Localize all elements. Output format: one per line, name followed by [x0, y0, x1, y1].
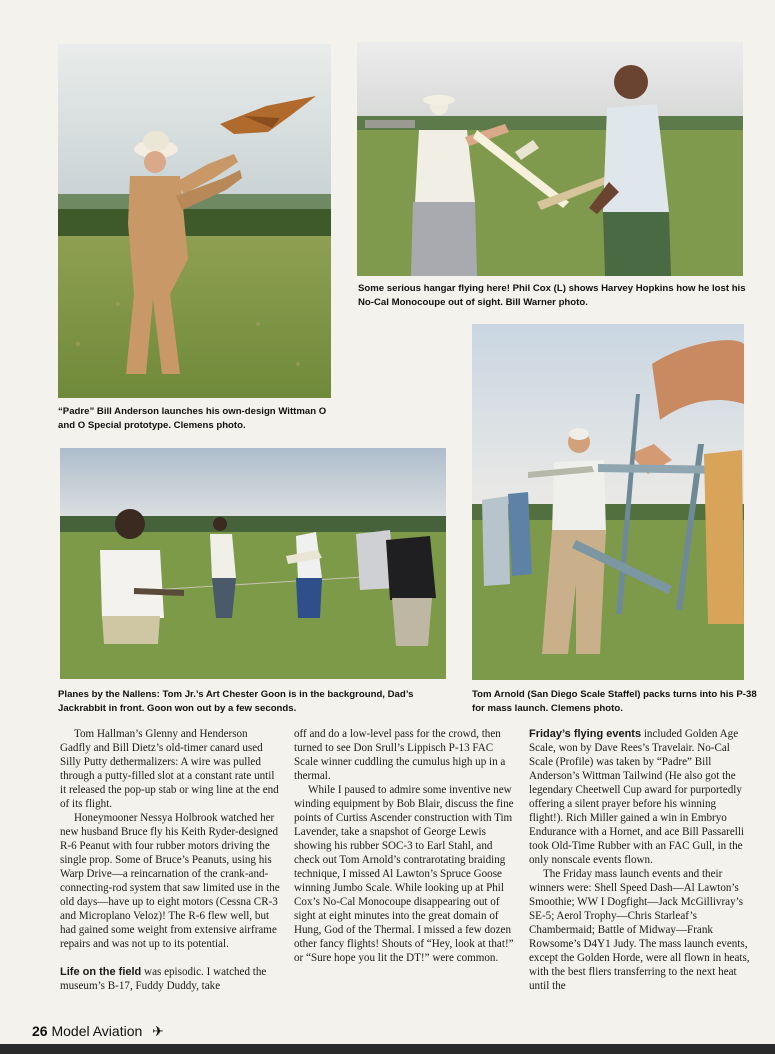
col2-paragraph-2: While I paused to admire some inventive new winding equipment by Bob Blair, discuss the fine points of Curtiss Ascender construction with Tim Lavender, take a snapshot of George Lewis showing his rubber SOC-3 to Earl Stahl, and check out Tom Arnold’s contrarotating braiding technique, I missed Al Lawton’s Spruce Goose winning Jumbo Scale. While looking up at Phil Cox’s No-Cal Monocoupe disappearing out of sight at eight minutes into the great domain of Hung, God of the Thermal. I missed a few dozen other fancy flights! Shouts of “Hey, look at that!” or “Sure hope you lit the DT!” were common.	[294, 784, 514, 964]
col2-paragraph-1: off and do a low-level pass for the crowd, then turned to see Don Srull’s Lippisch P-13 FAC Scale winner cuddling the cumulus high up in a thermal.	[294, 728, 506, 782]
page-bottom-edge	[0, 1044, 775, 1054]
col3-paragraph-1	[529, 727, 751, 867]
photo-tom-arnold	[472, 324, 744, 680]
photo-padre-launch	[58, 44, 331, 398]
article-column-3	[529, 727, 751, 993]
caption-padre: “Padre” Bill Anderson launches his own-design Wittman O and O Special prototype. Clemens photo.	[58, 406, 327, 431]
col1-paragraph-1: Tom Hallman’s Glenny and Henderson Gadfly and Bill Dietz’s old-timer canard used Silly Putty dethermalizers: A wire was pulled through a putty-filled slot at a constant rate until it released the pop-up stab or wing line at the end of its flight.	[60, 728, 279, 810]
caption-arnold: Tom Arnold (San Diego Scale Staffel) packs turns into his P-38 for mass launch. Clemens photo.	[472, 689, 757, 714]
caption-nallens: Planes by the Nallens: Tom Jr.’s Art Chester Goon is in the background, Dad’s Jackrabbit in front. Goon won out by a few seconds.	[58, 689, 414, 714]
article-column-2	[294, 727, 514, 965]
airplane-icon: ✈	[152, 1023, 164, 1039]
col1-paragraph-3	[60, 965, 280, 993]
page-number: 26	[32, 1023, 48, 1039]
col1-paragraph-3-text: was episodic. I watched the museum’s B-17, Fuddy Duddy, take	[60, 966, 267, 992]
photo-hangar-flying	[357, 42, 743, 276]
col3-paragraph-2: The Friday mass launch events and their winners were: Shell Speed Dash—Al Lawton’s Smoothie; WW I Dogfight—Jack McGillivray’s SE-5; Aerol Trophy—Chris Starleaf’s Chambermaid; Battle of Midway—Frank Rowsome’s D4Y1 Judy. The mass launch events, except the Golden Horde, were all flown in heats, with the best fliers transferring to the next heat until the	[529, 868, 750, 992]
photo-nallens-image	[60, 448, 446, 679]
photo-nallens	[60, 448, 446, 679]
article-column-1	[60, 727, 280, 993]
col3-lead-in: Friday’s flying events	[529, 728, 642, 740]
col1-paragraph-2: Honeymooner Nessya Holbrook watched her new husband Bruce fly his Keith Ryder-designed R-6 Peanut with four rubber motors driving the single prop. Some of Bruce’s Peanuts, using his Warp Drive—a reincarnation of the crank-and-connecting-rod system that saw limited use in the old days—have up to eight motors (Cessna CR-3 and Microplano Veloz)! The R-6 flew well, but had gained some weight from extensive airframe repairs and was not up to its potential.	[60, 812, 280, 950]
photo-padre-launch-image	[58, 44, 331, 398]
caption-hangar: Some serious hangar flying here! Phil Cox (L) shows Harvey Hopkins how he lost his No-Cal Monocoupe out of sight. Bill Warner photo.	[358, 283, 746, 308]
magazine-name: Model Aviation	[51, 1023, 143, 1039]
col3-paragraph-1-text: included Golden Age Scale, won by Dave Rees’s Travelair. No-Cal Scale (Profile) was taken by “Padre” Bill Anderson’s Wittman Tailwind (He also got the legendary Cheetwell Cup award for purportedly offering a silent prayer before his winning flight!). Rich Miller gained a win in Embryo Endurance with a Hornet, and ace Bill Passarelli took Old-Time Rubber with an FAC Gull, in the only nonscale events flown.	[529, 728, 745, 866]
col1-lead-in: Life on the field	[60, 966, 142, 978]
photo-hangar-flying-image	[357, 42, 743, 276]
page-folio	[32, 1023, 164, 1040]
photo-tom-arnold-image	[472, 324, 744, 680]
